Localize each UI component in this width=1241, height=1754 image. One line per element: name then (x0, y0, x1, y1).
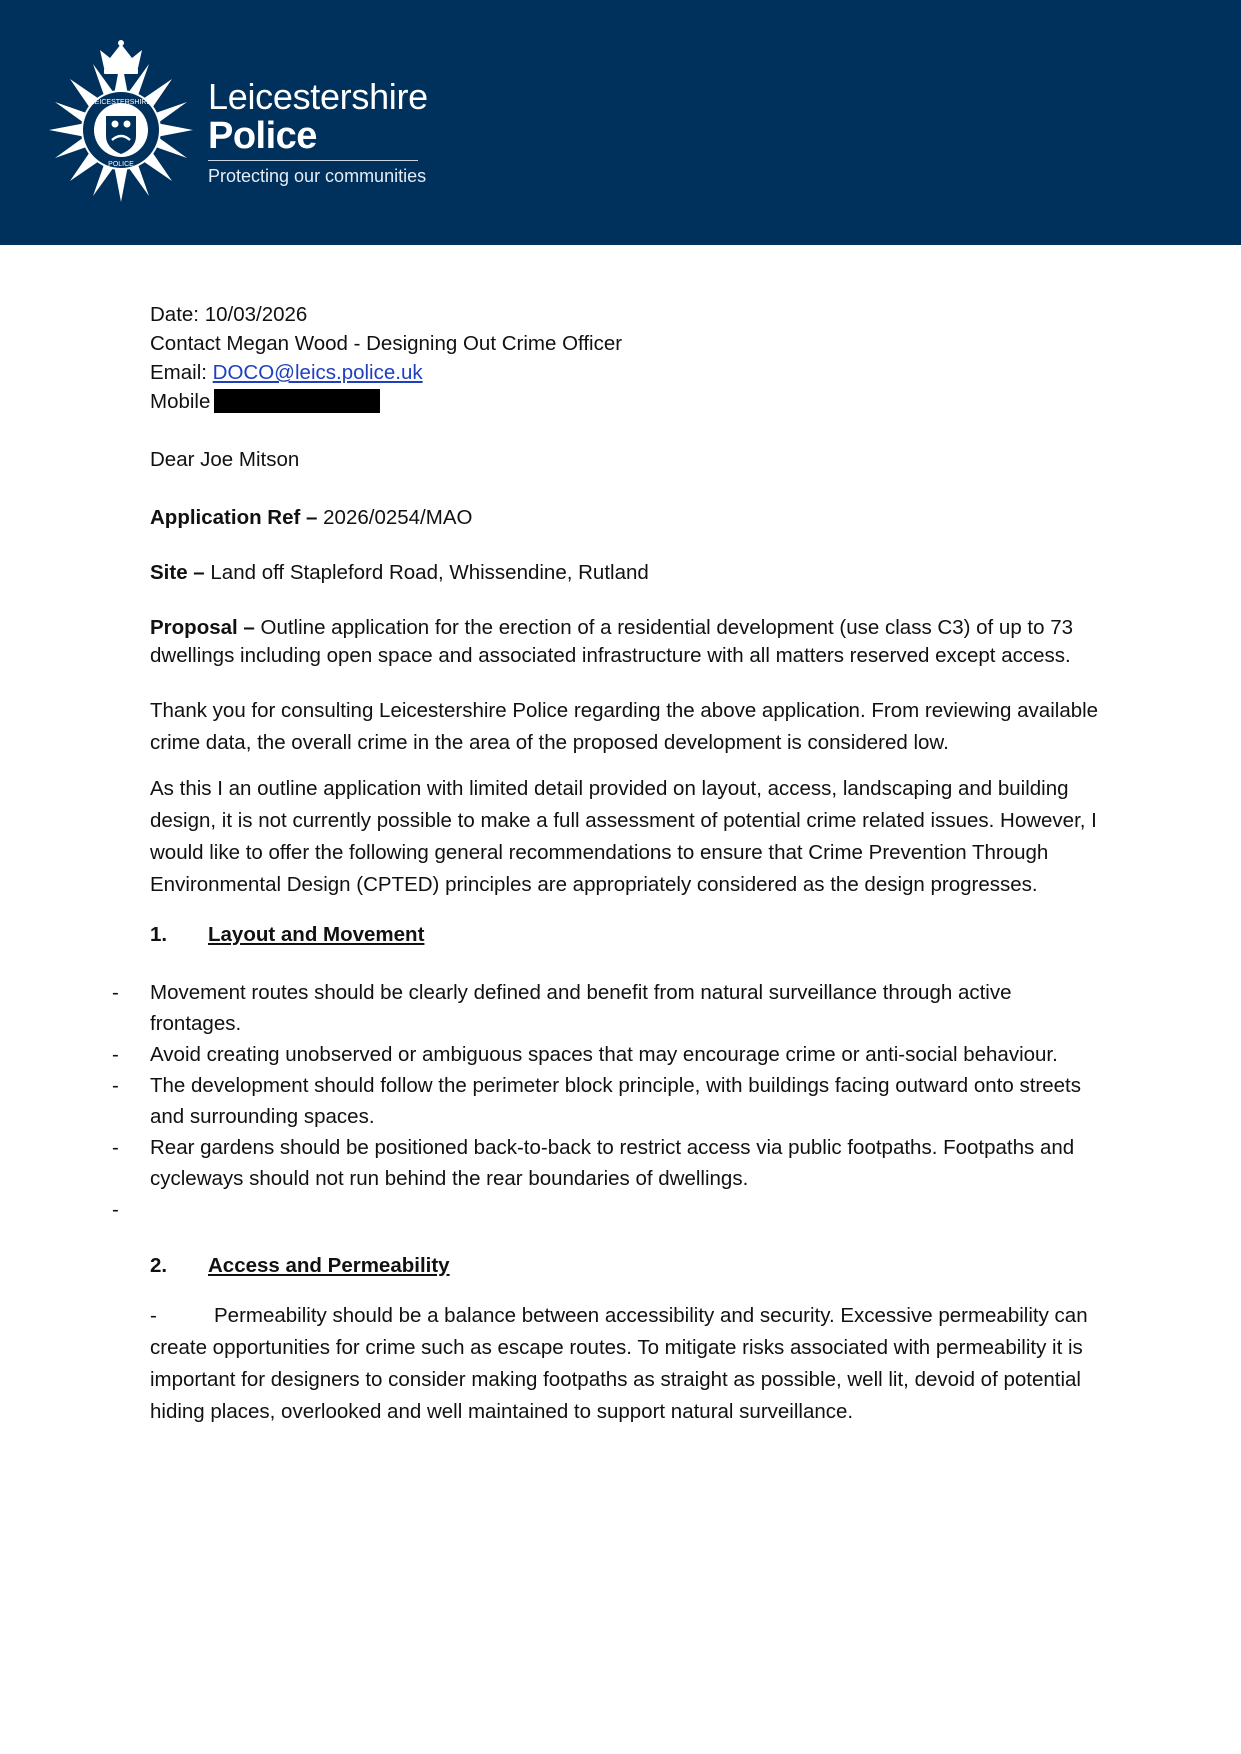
section-2-paragraph (150, 1300, 1100, 1428)
bullet-text: The development should follow the perimeter block principle, with buildings facing outward onto streets and surrounding spaces. (150, 1074, 1081, 1128)
site-value: Land off Stapleford Road, Whissendine, Rutland (210, 561, 649, 584)
section-1-number: 1. (150, 923, 168, 946)
org-name-line2: Police (208, 115, 317, 157)
application-ref-value: 2026/0254/MAO (323, 506, 473, 529)
application-ref-label: Application Ref – (150, 506, 318, 529)
letter-body (112, 300, 1100, 1428)
section-2-title: Access and Permeability (208, 1254, 450, 1277)
list-item (112, 1132, 1100, 1194)
salutation: Dear Joe Mitson (150, 448, 300, 471)
site-line (150, 558, 1100, 587)
body-paragraph-1: Thank you for consulting Leicestershire Police regarding the above application. From reviewing available crime data, the overall crime in the area of the proposed development is considered low. (150, 699, 1099, 754)
date-line (150, 300, 1100, 329)
bullet-text: Movement routes should be clearly defined and benefit from natural surveillance through active frontages. (150, 981, 1012, 1035)
police-crest-icon (46, 40, 196, 205)
bullet-dash: - (112, 1043, 119, 1066)
email-label: Email: (150, 361, 207, 384)
mobile-line (150, 387, 1100, 416)
section-2-number: 2. (150, 1254, 168, 1277)
bullet-text: Rear gardens should be positioned back-to-back to restrict access via public footpaths. Footpaths and cycleways should not run behind the rear boundaries of dwellings. (150, 1136, 1075, 1190)
tagline: Protecting our communities (208, 166, 427, 186)
date-label: Date: (150, 303, 199, 326)
section-1-bullet-list (112, 977, 1100, 1225)
section-2-heading (150, 1250, 1100, 1282)
email-line (150, 358, 1100, 387)
section-2-text: Permeability should be a balance between accessibility and security. Excessive permeability can create opportunities for crime such as escape routes. To mitigate risks associated with permeability it is important for designers to consider making footpaths as straight as possible, well lit, devoid of potential hiding places, overlooked and well maintained to support natural surveillance. (150, 1304, 1088, 1423)
brand-divider (208, 160, 418, 161)
bullet-text: Avoid creating unobserved or ambiguous spaces that may encourage crime or anti-social behaviour. (150, 1043, 1058, 1066)
bullet-dash: - (112, 1074, 119, 1097)
contact-line: Contact Megan Wood - Designing Out Crime Officer (150, 332, 623, 355)
crest-text-bottom: POLICE (108, 161, 134, 168)
section-1-title: Layout and Movement (208, 923, 425, 946)
body-paragraph-2: As this I an outline application with limited detail provided on layout, access, landscaping and building design, it is not currently possible to make a full assessment of potential crime related issues. However, I would like to offer the following general recommendations to ensure that Crime Prevention Through Environmental Design (CPTED) principles are appropriately considered as the design progresses. (150, 777, 1097, 896)
paragraph-dash: - (150, 1304, 157, 1327)
date-value: 10/03/2026 (204, 303, 308, 326)
site-label: Site – (150, 561, 205, 584)
header-banner (0, 0, 1241, 245)
redacted-mobile-number (214, 389, 380, 413)
bullet-dash: - (112, 1198, 119, 1221)
bullet-dash: - (112, 981, 119, 1004)
mobile-label: Mobile (150, 390, 211, 413)
proposal-value: Outline application for the erection of a residential development (use class C3) of up to 73 dwellings including open space and associated infrastructure with all matters reserved except access. (150, 616, 1074, 667)
list-item (112, 1194, 1100, 1225)
brand-wordmark (208, 78, 428, 188)
proposal-label: Proposal – (150, 616, 255, 639)
list-item (112, 977, 1100, 1039)
proposal-paragraph (150, 614, 1100, 670)
application-ref (150, 503, 1100, 532)
org-name-line1: Leicestershire (208, 76, 428, 117)
section-1-heading (150, 919, 1100, 951)
crest-text-top: LEICESTERSHIRE (90, 99, 152, 106)
list-item (112, 1070, 1100, 1132)
list-item (112, 1039, 1100, 1070)
email-link[interactable]: DOCO@leics.police.uk (212, 361, 423, 384)
bullet-dash: - (112, 1136, 119, 1159)
